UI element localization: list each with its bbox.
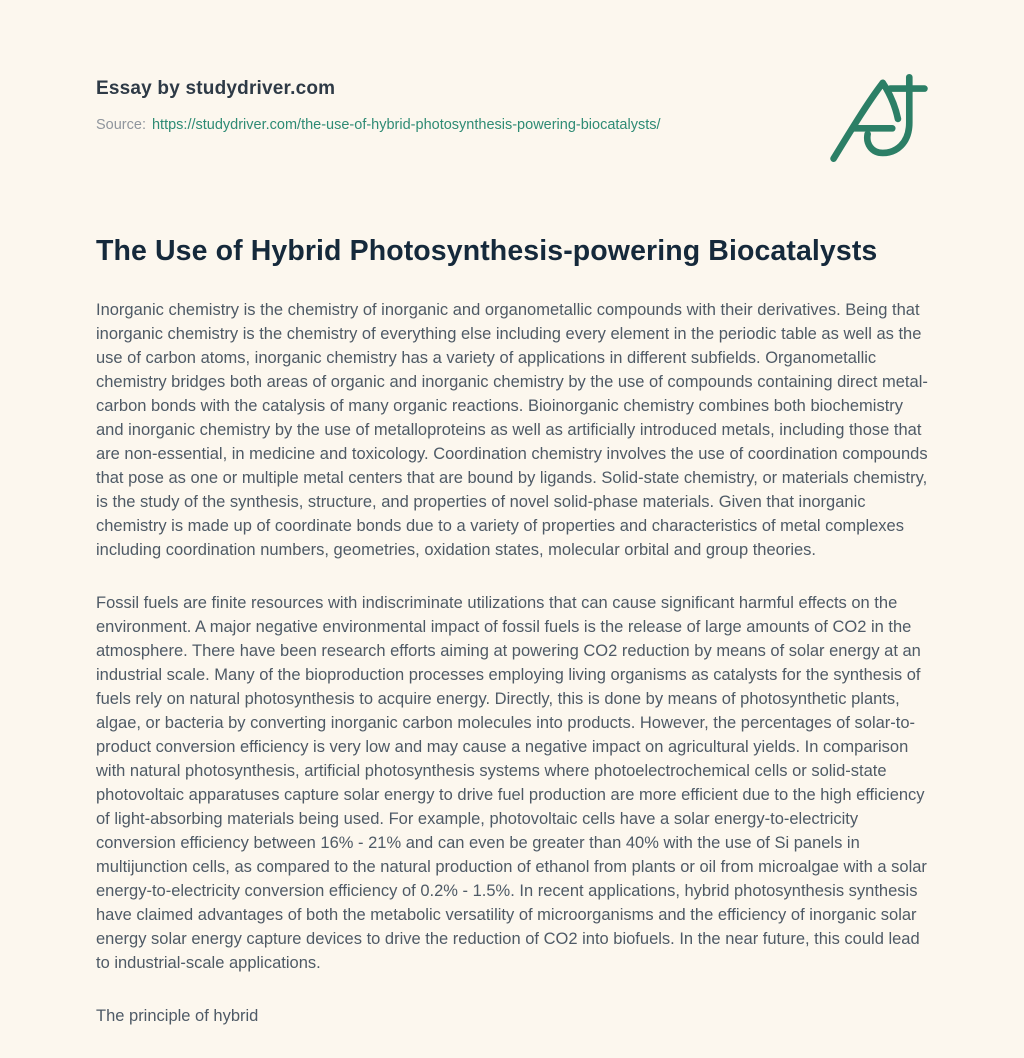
essay-paragraph-3: The principle of hybrid: [96, 1007, 259, 1025]
source-line: [96, 117, 928, 133]
essay-title: The Use of Hybrid Photosynthesis-powering Biocatalysts: [96, 235, 878, 267]
byline: Essay by studydriver.com: [96, 78, 336, 99]
source-label: Source:: [96, 117, 146, 133]
essay-paragraph-1: Inorganic chemistry is the chemistry of inorganic and organometallic compounds with their derivatives. Being that inorganic chemistry is the chemistry of everything else including every element in the periodic table as well as the use of carbon atoms, inorganic chemistry has a variety of applications in different subfields. Organometallic chemistry bridges both areas of organic and inorganic chemistry by the use of compounds containing direct metal-carbon bonds with the catalysis of many organic reactions. Bioinorganic chemistry combines both biochemistry and inorganic chemistry by the use of metalloproteins as well as artificially introduced metals, including those that are non-essential, in medicine and toxicology. Coordination chemistry involves the use of coordination compounds that pose as one or multiple metal centers that are bound by ligands. Solid-state chemistry, or materials chemistry, is the study of the synthesis, structure, and properties of novel solid-phase materials. Given that inorganic chemistry is made up of coordinate bonds due to a variety of properties and characteristics of metal complexes including coordination numbers, geometries, oxidation states, molecular orbital and group theories.: [96, 301, 928, 559]
studydriver-monogram-icon: [826, 68, 932, 166]
essay-paragraph-2: Fossil fuels are finite resources with indiscriminate utilizations that can cause significant harmful effects on the environment. A major negative environmental impact of fossil fuels is the release of large amounts of CO2 in the atmosphere. There have been research efforts aiming at powering CO2 reduction by means of solar energy at an industrial scale. Many of the bioproduction processes employing living organisms as catalysts for the synthesis of fuels rely on natural photosynthesis to acquire energy. Directly, this is done by means of photosynthetic plants, algae, or bacteria by converting inorganic carbon molecules into products. However, the percentages of solar-to-product conversion efficiency is very low and may cause a negative impact on agricultural yields. In comparison with natural photosynthesis, artificial photosynthesis systems where photoelectrochemical cells or solid-state photovoltaic apparatuses capture solar energy to drive fuel production are more efficient due to the high efficiency of light-absorbing materials being used. For example, photovoltaic cells have a solar energy-to-electricity conversion efficiency between 16% - 21% and can even be greater than 40% with the use of Si panels in multijunction cells, as compared to the natural production of ethanol from plants or oil from microalgae with a solar energy-to-electricity conversion efficiency of 0.2% - 1.5%. In recent applications, hybrid photosynthesis synthesis have claimed advantages of both the metabolic versatility of microorganisms and the efficiency of inorganic solar energy solar energy capture devices to drive the reduction of CO2 into biofuels. In the near future, this could lead to industrial-scale applications.: [96, 594, 927, 972]
source-url-link[interactable]: https://studydriver.com/the-use-of-hybrid-photosynthesis-powering-biocatalysts/: [151, 117, 661, 133]
essay-body: [96, 298, 928, 1028]
